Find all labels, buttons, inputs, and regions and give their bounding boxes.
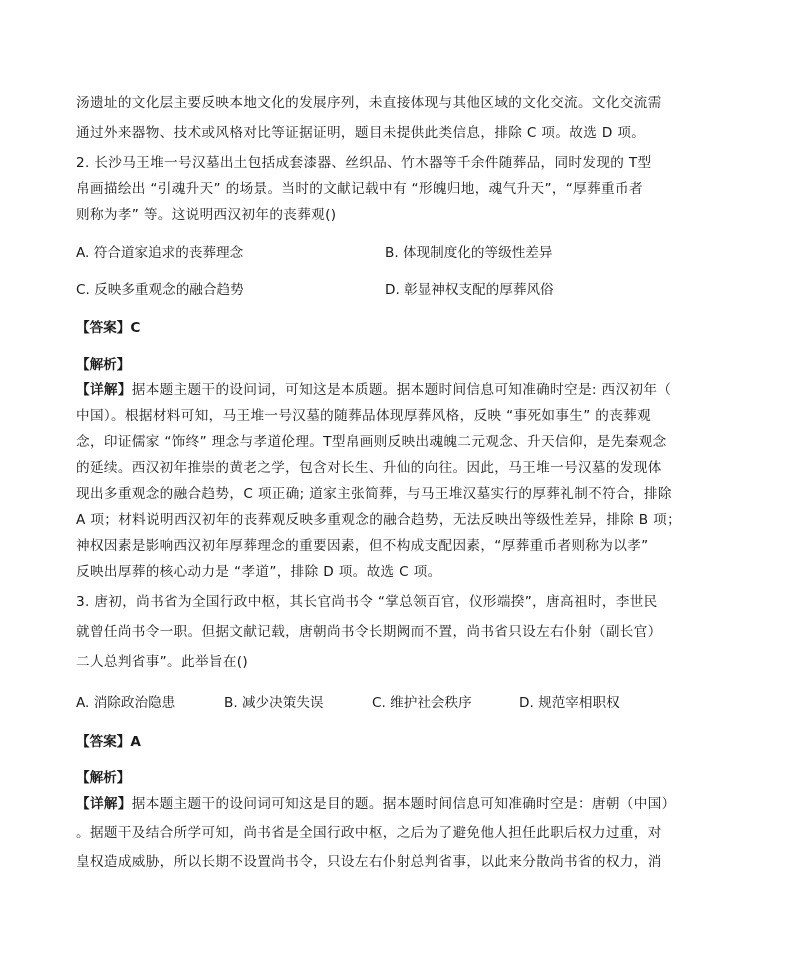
q2-option-a: A. 符合道家追求的丧葬理念 bbox=[76, 245, 244, 261]
q3-option-d: D. 规范宰相职权 bbox=[519, 695, 620, 711]
intro-line-2: 通过外来器物、技术或风格对比等证据证明，题目未提供此类信息，排除 C 项。故选 D 项。 bbox=[76, 125, 646, 141]
q2-option-d: D. 彰显神权支配的厚葬风俗 bbox=[385, 282, 554, 298]
q3-stem-line-1: 3. 唐初，尚书省为全国行政中枢，其长官尚书令 “掌总领百官，仪形端揆”，唐高祖时，李世民 bbox=[76, 594, 658, 610]
q2-detail-line-1 bbox=[76, 381, 671, 399]
q3-stem-line-3: 二人总判省事”。此举旨在() bbox=[76, 654, 249, 670]
q3-detail-text-1: 据本题主题干的设问词可知这是目的题。据本题时间信息可知准确时空是：唐朝（中国） bbox=[131, 796, 676, 812]
q3-detail-line-3: 皇权造成威胁，所以长期不设置尚书令，只设左右仆射总判省事，以此来分散尚书省的权力，消 bbox=[76, 854, 662, 870]
q2-option-b: B. 体现制度化的等级性差异 bbox=[385, 245, 553, 261]
q3-detail-line-1 bbox=[76, 795, 676, 813]
q3-detail-label: 【详解】 bbox=[76, 796, 132, 812]
q3-option-a: A. 消除政治隐患 bbox=[76, 695, 176, 711]
q3-stem-line-2: 就曾任尚书令一职。但据文献记载，唐朝尚书令长期阙而不置，尚书省只设左右仆射（副长官） bbox=[76, 624, 662, 640]
q2-detail-line-6: A 项；材料说明西汉初年的丧葬观反映多重观念的融合趋势，无法反映出等级性差异，排除 B 项； bbox=[76, 512, 682, 528]
q3-answer-label: 【答案】 bbox=[76, 734, 131, 750]
q3-option-c: C. 维护社会秩序 bbox=[372, 695, 472, 711]
q3-answer-value: A bbox=[130, 734, 141, 750]
q2-option-c: C. 反映多重观念的融合趋势 bbox=[76, 282, 244, 298]
q3-option-b: B. 减少决策失误 bbox=[224, 695, 324, 711]
q3-detail-line-2: 。据题干及结合所学可知，尚书省是全国行政中枢，之后为了避免他人担任此职后权力过重，对 bbox=[76, 825, 662, 841]
q2-detail-text-1: 据本题主题干的设问词，可知这是本质题。据本题时间信息可知准确时空是: 西汉初年（ bbox=[131, 382, 672, 398]
q3-analysis-label: 【解析】 bbox=[76, 770, 131, 786]
q2-detail-line-7: 神权因素是影响西汉初年厚葬理念的重要因素，但不构成支配因素，“厚葬重币者则称为以孝” bbox=[76, 538, 649, 554]
q2-answer-label: 【答案】 bbox=[76, 320, 131, 336]
q2-answer-value: C bbox=[130, 320, 141, 336]
intro-line-1: 汤遗址的文化层主要反映本地文化的发展序列，未直接体现与其他区域的文化交流。文化交流需 bbox=[76, 95, 662, 111]
q2-detail-label: 【详解】 bbox=[76, 382, 132, 398]
q2-analysis-label: 【解析】 bbox=[76, 357, 131, 373]
q2-detail-line-3: 念，印证儒家 “饰终” 理念与孝道伦理。T型帛画则反映出魂魄二元观念、升天信仰，是先秦观念 bbox=[76, 434, 667, 450]
q3-answer bbox=[76, 733, 141, 751]
q2-stem-line-1: 2. 长沙马王堆一号汉墓出土包括成套漆器、丝织品、竹木器等千余件随葬品，同时发现的 T型 bbox=[76, 155, 652, 171]
q2-detail-line-5: 现出多重观念的融合趋势，C 项正确; 道家主张简葬，与马王堆汉墓实行的厚葬礼制不符合，排除 bbox=[76, 486, 672, 502]
q2-answer bbox=[76, 319, 140, 337]
q2-stem-line-3: 则称为孝” 等。这说明西汉初年的丧葬观() bbox=[76, 207, 337, 223]
q2-detail-line-4: 的延续。西汉初年推崇的黄老之学，包含对长生、升仙的向往。因此，马王堆一号汉墓的发现体 bbox=[76, 460, 662, 476]
q2-stem-line-2: 帛画描绘出 “引魂升天” 的场景。当时的文献记载中有 “形魄归地，魂气升天”，“厚葬重币者 bbox=[76, 181, 643, 197]
q2-detail-line-8: 反映出厚葬的核心动力是 “孝道”，排除 D 项。故选 C 项。 bbox=[76, 564, 442, 580]
q2-detail-line-2: 中国）。根据材料可知，马王堆一号汉墓的随葬品体现厚葬风格，反映 “事死如事生” 的丧葬观 bbox=[76, 408, 652, 424]
